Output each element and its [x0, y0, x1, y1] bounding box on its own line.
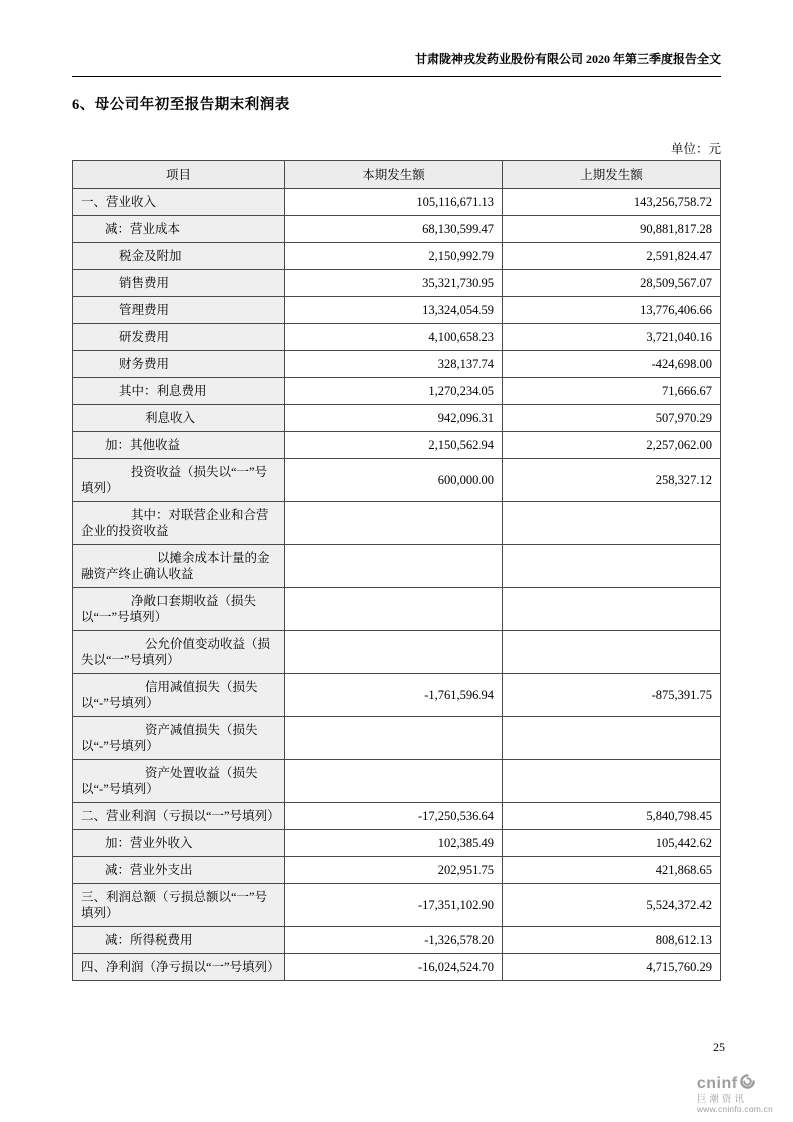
table-row	[73, 432, 721, 459]
row-current-value: 2,150,992.79	[285, 243, 503, 270]
row-current-value	[285, 545, 503, 588]
table-row	[73, 760, 721, 803]
table-row	[73, 954, 721, 981]
row-prior-value: 71,666.67	[503, 378, 721, 405]
row-prior-value	[503, 502, 721, 545]
row-current-value: 600,000.00	[285, 459, 503, 502]
row-prior-value	[503, 545, 721, 588]
income-table-body	[73, 189, 721, 981]
row-current-value: 105,116,671.13	[285, 189, 503, 216]
row-label: 税金及附加	[73, 243, 285, 270]
row-label: 研发费用	[73, 324, 285, 351]
table-row	[73, 216, 721, 243]
row-prior-value: 2,591,824.47	[503, 243, 721, 270]
row-current-value	[285, 588, 503, 631]
row-current-value	[285, 717, 503, 760]
cninfo-logo	[697, 1074, 773, 1114]
table-row	[73, 502, 721, 545]
row-prior-value: 5,524,372.42	[503, 884, 721, 927]
table-row	[73, 459, 721, 502]
unit-label: 单位：元	[670, 142, 721, 156]
row-label: 减：营业外支出	[73, 857, 285, 884]
row-label: 其中：对联营企业和合营企业的投资收益	[73, 502, 285, 545]
row-label: 销售费用	[73, 270, 285, 297]
table-row	[73, 803, 721, 830]
row-label: 三、利润总额（亏损总额以“一”号填列）	[73, 884, 285, 927]
row-prior-value: 3,721,040.16	[503, 324, 721, 351]
row-current-value	[285, 631, 503, 674]
row-current-value: 2,150,562.94	[285, 432, 503, 459]
row-label: 其中：利息费用	[73, 378, 285, 405]
row-label: 公允价值变动收益（损失以“一”号填列）	[73, 631, 285, 674]
row-label: 减：所得税费用	[73, 927, 285, 954]
row-prior-value: 90,881,817.28	[503, 216, 721, 243]
row-prior-value: 258,327.12	[503, 459, 721, 502]
row-current-value	[285, 760, 503, 803]
row-label: 减：营业成本	[73, 216, 285, 243]
cninfo-brand-row	[697, 1074, 773, 1094]
row-label: 四、净利润（净亏损以“一”号填列）	[73, 954, 285, 981]
row-label: 加：营业外收入	[73, 830, 285, 857]
table-row	[73, 405, 721, 432]
table-row	[73, 243, 721, 270]
row-prior-value: 143,256,758.72	[503, 189, 721, 216]
row-prior-value: 13,776,406.66	[503, 297, 721, 324]
row-label: 净敞口套期收益（损失以“一”号填列）	[73, 588, 285, 631]
row-prior-value: -424,698.00	[503, 351, 721, 378]
row-label: 利息收入	[73, 405, 285, 432]
row-current-value: 202,951.75	[285, 857, 503, 884]
row-prior-value: 507,970.29	[503, 405, 721, 432]
row-prior-value	[503, 760, 721, 803]
row-label: 加：其他收益	[73, 432, 285, 459]
table-row	[73, 717, 721, 760]
row-current-value: 1,270,234.05	[285, 378, 503, 405]
row-current-value: -1,761,596.94	[285, 674, 503, 717]
table-header-row	[73, 161, 721, 189]
report-header: 甘肃陇神戎发药业股份有限公司 2020 年第三季度报告全文	[72, 50, 721, 77]
row-label: 一、营业收入	[73, 189, 285, 216]
row-label: 二、营业利润（亏损以“一”号填列）	[73, 803, 285, 830]
row-prior-value	[503, 588, 721, 631]
table-row	[73, 545, 721, 588]
table-row	[73, 270, 721, 297]
income-statement-table	[72, 160, 721, 981]
row-current-value: 942,096.31	[285, 405, 503, 432]
table-row	[73, 378, 721, 405]
cninfo-brand-text: cninf	[696, 1075, 738, 1092]
page-number: 25	[713, 1040, 725, 1054]
row-prior-value	[503, 631, 721, 674]
column-header-prior-period: 上期发生额	[503, 161, 721, 189]
row-prior-value: 5,840,798.45	[503, 803, 721, 830]
table-row	[73, 189, 721, 216]
row-current-value: 102,385.49	[285, 830, 503, 857]
row-current-value	[285, 502, 503, 545]
row-prior-value: 28,509,567.07	[503, 270, 721, 297]
row-label: 以摊余成本计量的金融资产终止确认收益	[73, 545, 285, 588]
row-label: 资产减值损失（损失以“-”号填列）	[73, 717, 285, 760]
row-label: 投资收益（损失以“一”号填列）	[73, 459, 285, 502]
column-header-current-period: 本期发生额	[285, 161, 503, 189]
row-prior-value: 808,612.13	[503, 927, 721, 954]
cninfo-caption: 巨潮资讯	[696, 1093, 747, 1105]
row-prior-value: 105,442.62	[503, 830, 721, 857]
row-current-value: 35,321,730.95	[285, 270, 503, 297]
table-row	[73, 674, 721, 717]
row-label: 财务费用	[73, 351, 285, 378]
row-prior-value: 2,257,062.00	[503, 432, 721, 459]
row-current-value: 328,137.74	[285, 351, 503, 378]
table-row	[73, 884, 721, 927]
cninfo-url: www.cninfo.com.cn	[696, 1104, 773, 1115]
table-row	[73, 297, 721, 324]
table-row	[73, 830, 721, 857]
table-row	[73, 324, 721, 351]
row-label: 信用减值损失（损失以“-”号填列）	[73, 674, 285, 717]
table-row	[73, 927, 721, 954]
row-current-value: -1,326,578.20	[285, 927, 503, 954]
row-label: 管理费用	[73, 297, 285, 324]
row-prior-value: -875,391.75	[503, 674, 721, 717]
cninfo-swirl-icon	[740, 1074, 755, 1094]
row-current-value: 13,324,054.59	[285, 297, 503, 324]
row-label: 资产处置收益（损失以“-”号填列）	[73, 760, 285, 803]
row-current-value: -17,351,102.90	[285, 884, 503, 927]
table-row	[73, 631, 721, 674]
row-current-value: 68,130,599.47	[285, 216, 503, 243]
table-row	[73, 588, 721, 631]
column-header-item: 项目	[73, 161, 285, 189]
table-row	[73, 857, 721, 884]
row-prior-value	[503, 717, 721, 760]
table-row	[73, 351, 721, 378]
row-current-value: -16,024,524.70	[285, 954, 503, 981]
row-current-value: -17,250,536.64	[285, 803, 503, 830]
section-title: 6、母公司年初至报告期末利润表	[72, 97, 290, 113]
row-prior-value: 4,715,760.29	[503, 954, 721, 981]
row-prior-value: 421,868.65	[503, 857, 721, 884]
row-current-value: 4,100,658.23	[285, 324, 503, 351]
